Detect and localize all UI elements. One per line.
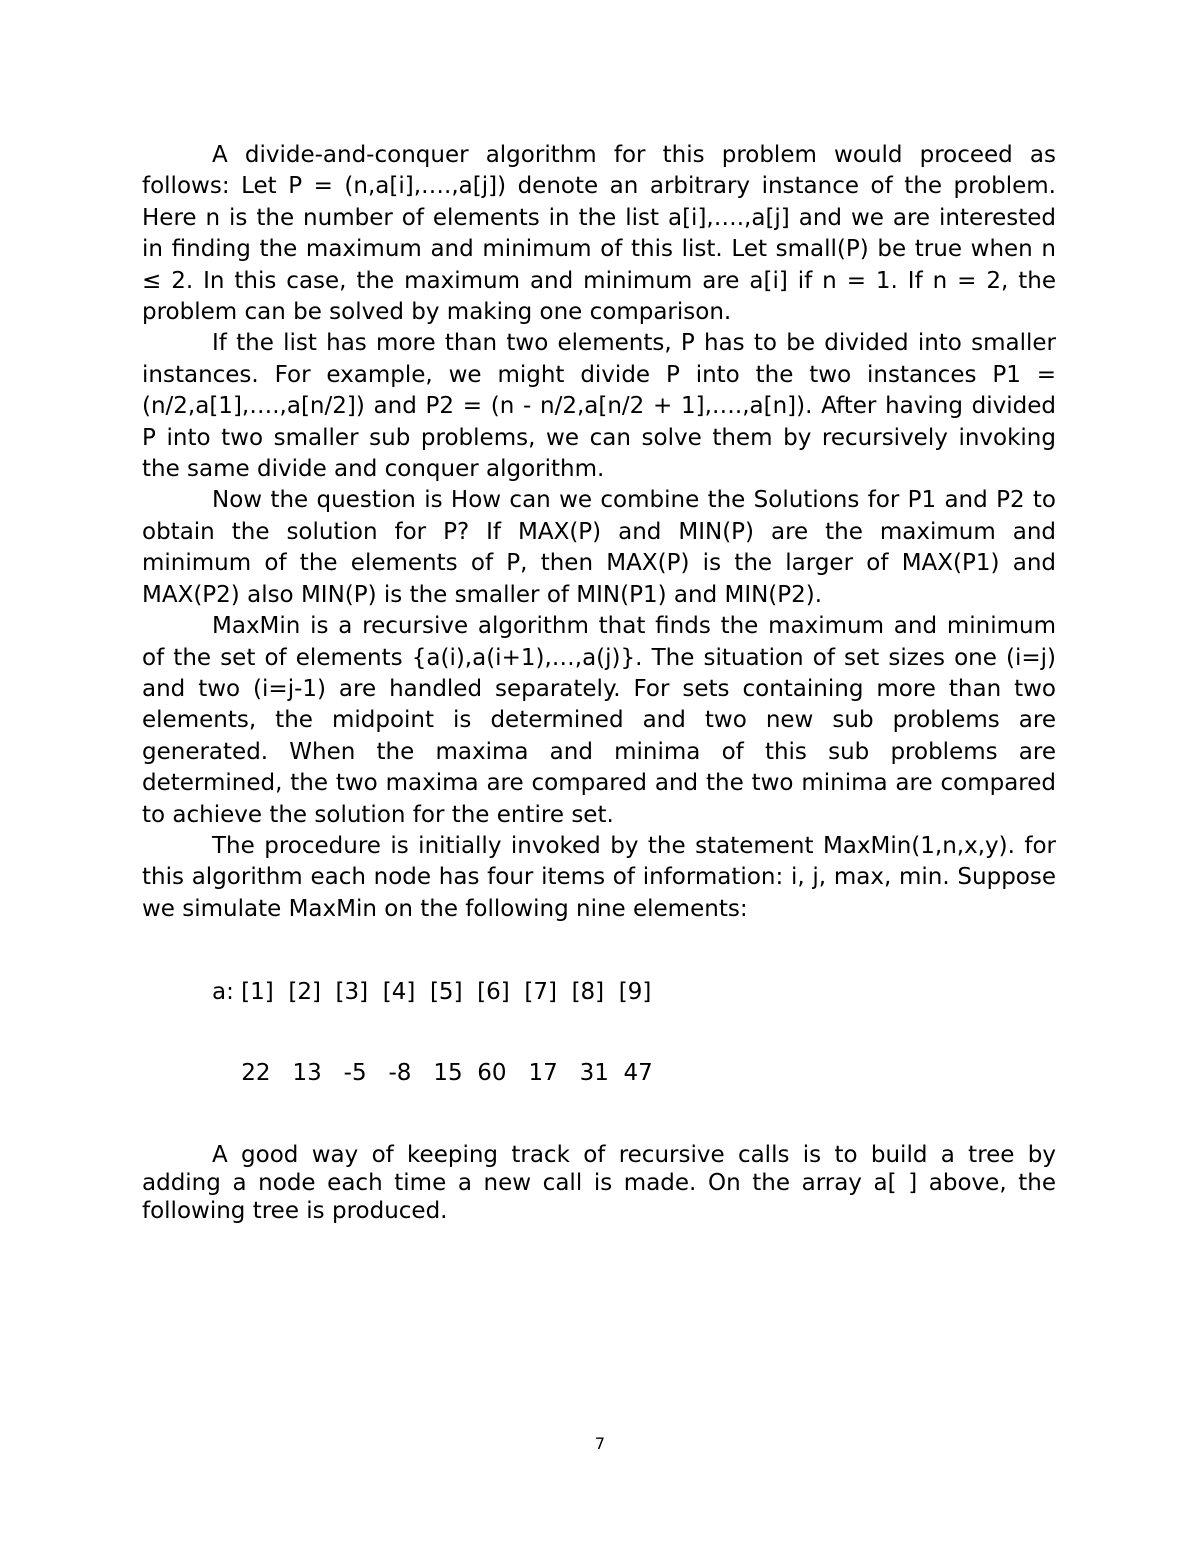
paragraph-procedure-invocation: The procedure is initially invoked by the statement MaxMin(1,n,x,y). for this algorithm each node has four items of information: i, j, max, min. Suppose we simulate MaxMin on the following nine elements: [142, 832, 1056, 922]
array-index-row: a: [1] [2] [3] [4] [5] [6] [7] [8] [9] [212, 979, 652, 1006]
page-number: 7 [594, 1434, 606, 1453]
example-array [142, 925, 1056, 1141]
array-value-row: 22 13 -5 -8 15 60 17 31 47 [212, 1060, 653, 1087]
paragraph-dividing-instances: If the list has more than two elements, P has to be divided into smaller instances. For example, we might divide P into the two instances P1 = (n/2,a[1],….,a[n/2]) and P2 = (n - n/2,a[n/2 + 1],….,a[n]). After having divided P into two smaller sub problems, we can solve them by recursively invoking the same divide and conquer algorithm. [142, 330, 1056, 483]
paragraph-combining-solutions: Now the question is How can we combine the Solutions for P1 and P2 to obtain the solution for P? If MAX(P) and MIN(P) are the maximum and minimum of the elements of P, then MAX(P) is the larger of MAX(P1) and MAX(P2) also MIN(P) is the smaller of MIN(P1) and MIN(P2). [142, 487, 1056, 608]
paragraph-maxmin-description: MaxMin is a recursive algorithm that finds the maximum and minimum of the set of elements {a(i),a(i+1),…,a(j)}. The situation of set sizes one (i=j) and two (i=j-1) are handled separately. For sets containing more than two elements, the midpoint is determined and two new sub problems are generated. When the maxima and minima of this sub problems are determined, the two maxima are compared and the two minima are compared to achieve the solution for the entire set. [142, 613, 1056, 828]
paragraph-divide-and-conquer-intro: A divide-and-conquer algorithm for this problem would proceed as follows: Let P = (n,a[i],….,a[j]) denote an arbitrary instance of the problem. Here n is the number of elements in the list a[i],….,a[j] and we are interested in finding the maximum and minimum of this list. Let small(P) be true when n ≤ 2. In this case, the maximum and minimum are a[i] if n = 1. If n = 2, the problem can be solved by making one comparison. [142, 142, 1056, 326]
paragraph-recursion-tree: A good way of keeping track of recursive calls is to build a tree by adding a node each time a new call is made. On the array a[ ] above, the following tree is produced. [142, 1142, 1056, 1225]
document-body [142, 140, 1056, 1225]
